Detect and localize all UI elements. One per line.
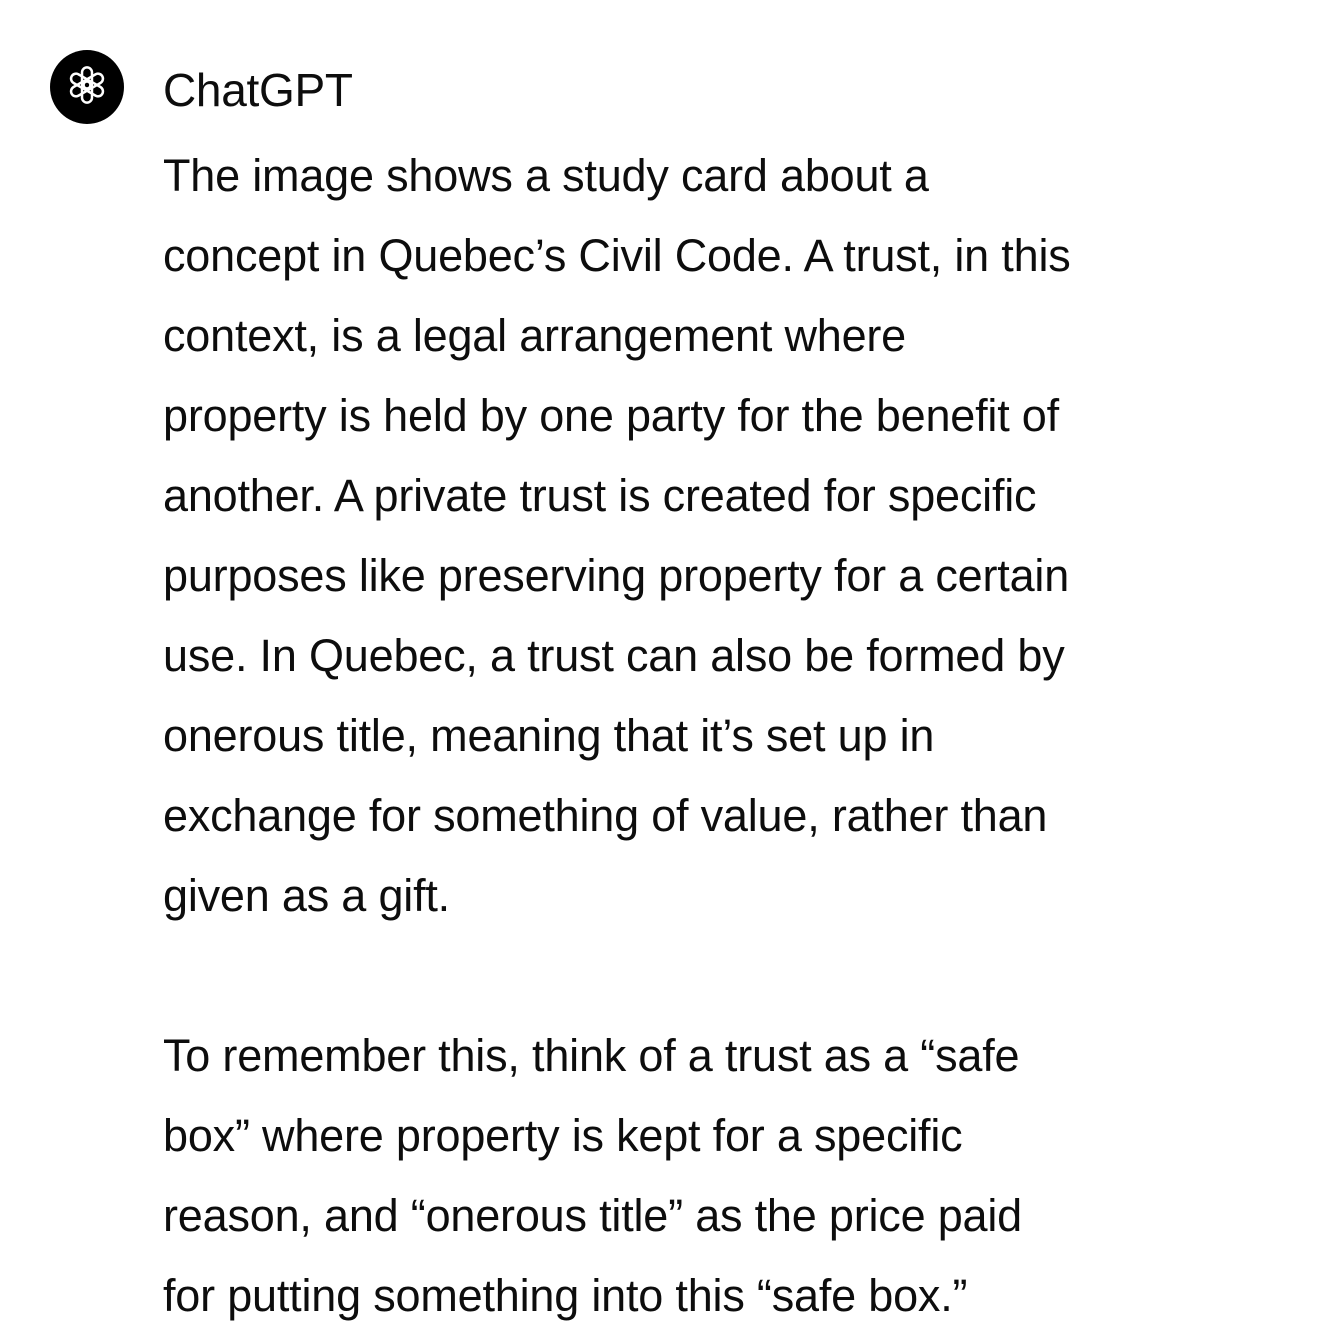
text-line: The image shows a study card about a (163, 150, 929, 201)
avatar (50, 50, 124, 124)
text-line: reason, and “onerous title” as the price paid (163, 1190, 1023, 1241)
text-line: another. A private trust is created for specific (163, 470, 1037, 521)
paragraph-spacer (163, 936, 1283, 1016)
message-paragraph (163, 1016, 1283, 1336)
text-line: purposes like preserving property for a certain (163, 550, 1070, 601)
message-paragraph (163, 136, 1283, 936)
message-body (163, 136, 1283, 1336)
text-line: given as a gift. (163, 870, 450, 921)
text-line: box” where property is kept for a specific (163, 1110, 963, 1161)
text-line: use. In Quebec, a trust can also be formed by (163, 630, 1065, 681)
text-line: onerous title, meaning that it’s set up in (163, 710, 935, 761)
sender-name: ChatGPT (163, 64, 353, 116)
text-line: exchange for something of value, rather than (163, 790, 1048, 841)
openai-logo-icon (64, 62, 110, 113)
text-line: context, is a legal arrangement where (163, 310, 907, 361)
text-line: concept in Quebec’s Civil Code. A trust, in this (163, 230, 1071, 281)
text-line: To remember this, think of a trust as a “safe (163, 1030, 1020, 1081)
text-line: for putting something into this “safe box.” (163, 1270, 968, 1321)
text-line: property is held by one party for the benefit of (163, 390, 1059, 441)
